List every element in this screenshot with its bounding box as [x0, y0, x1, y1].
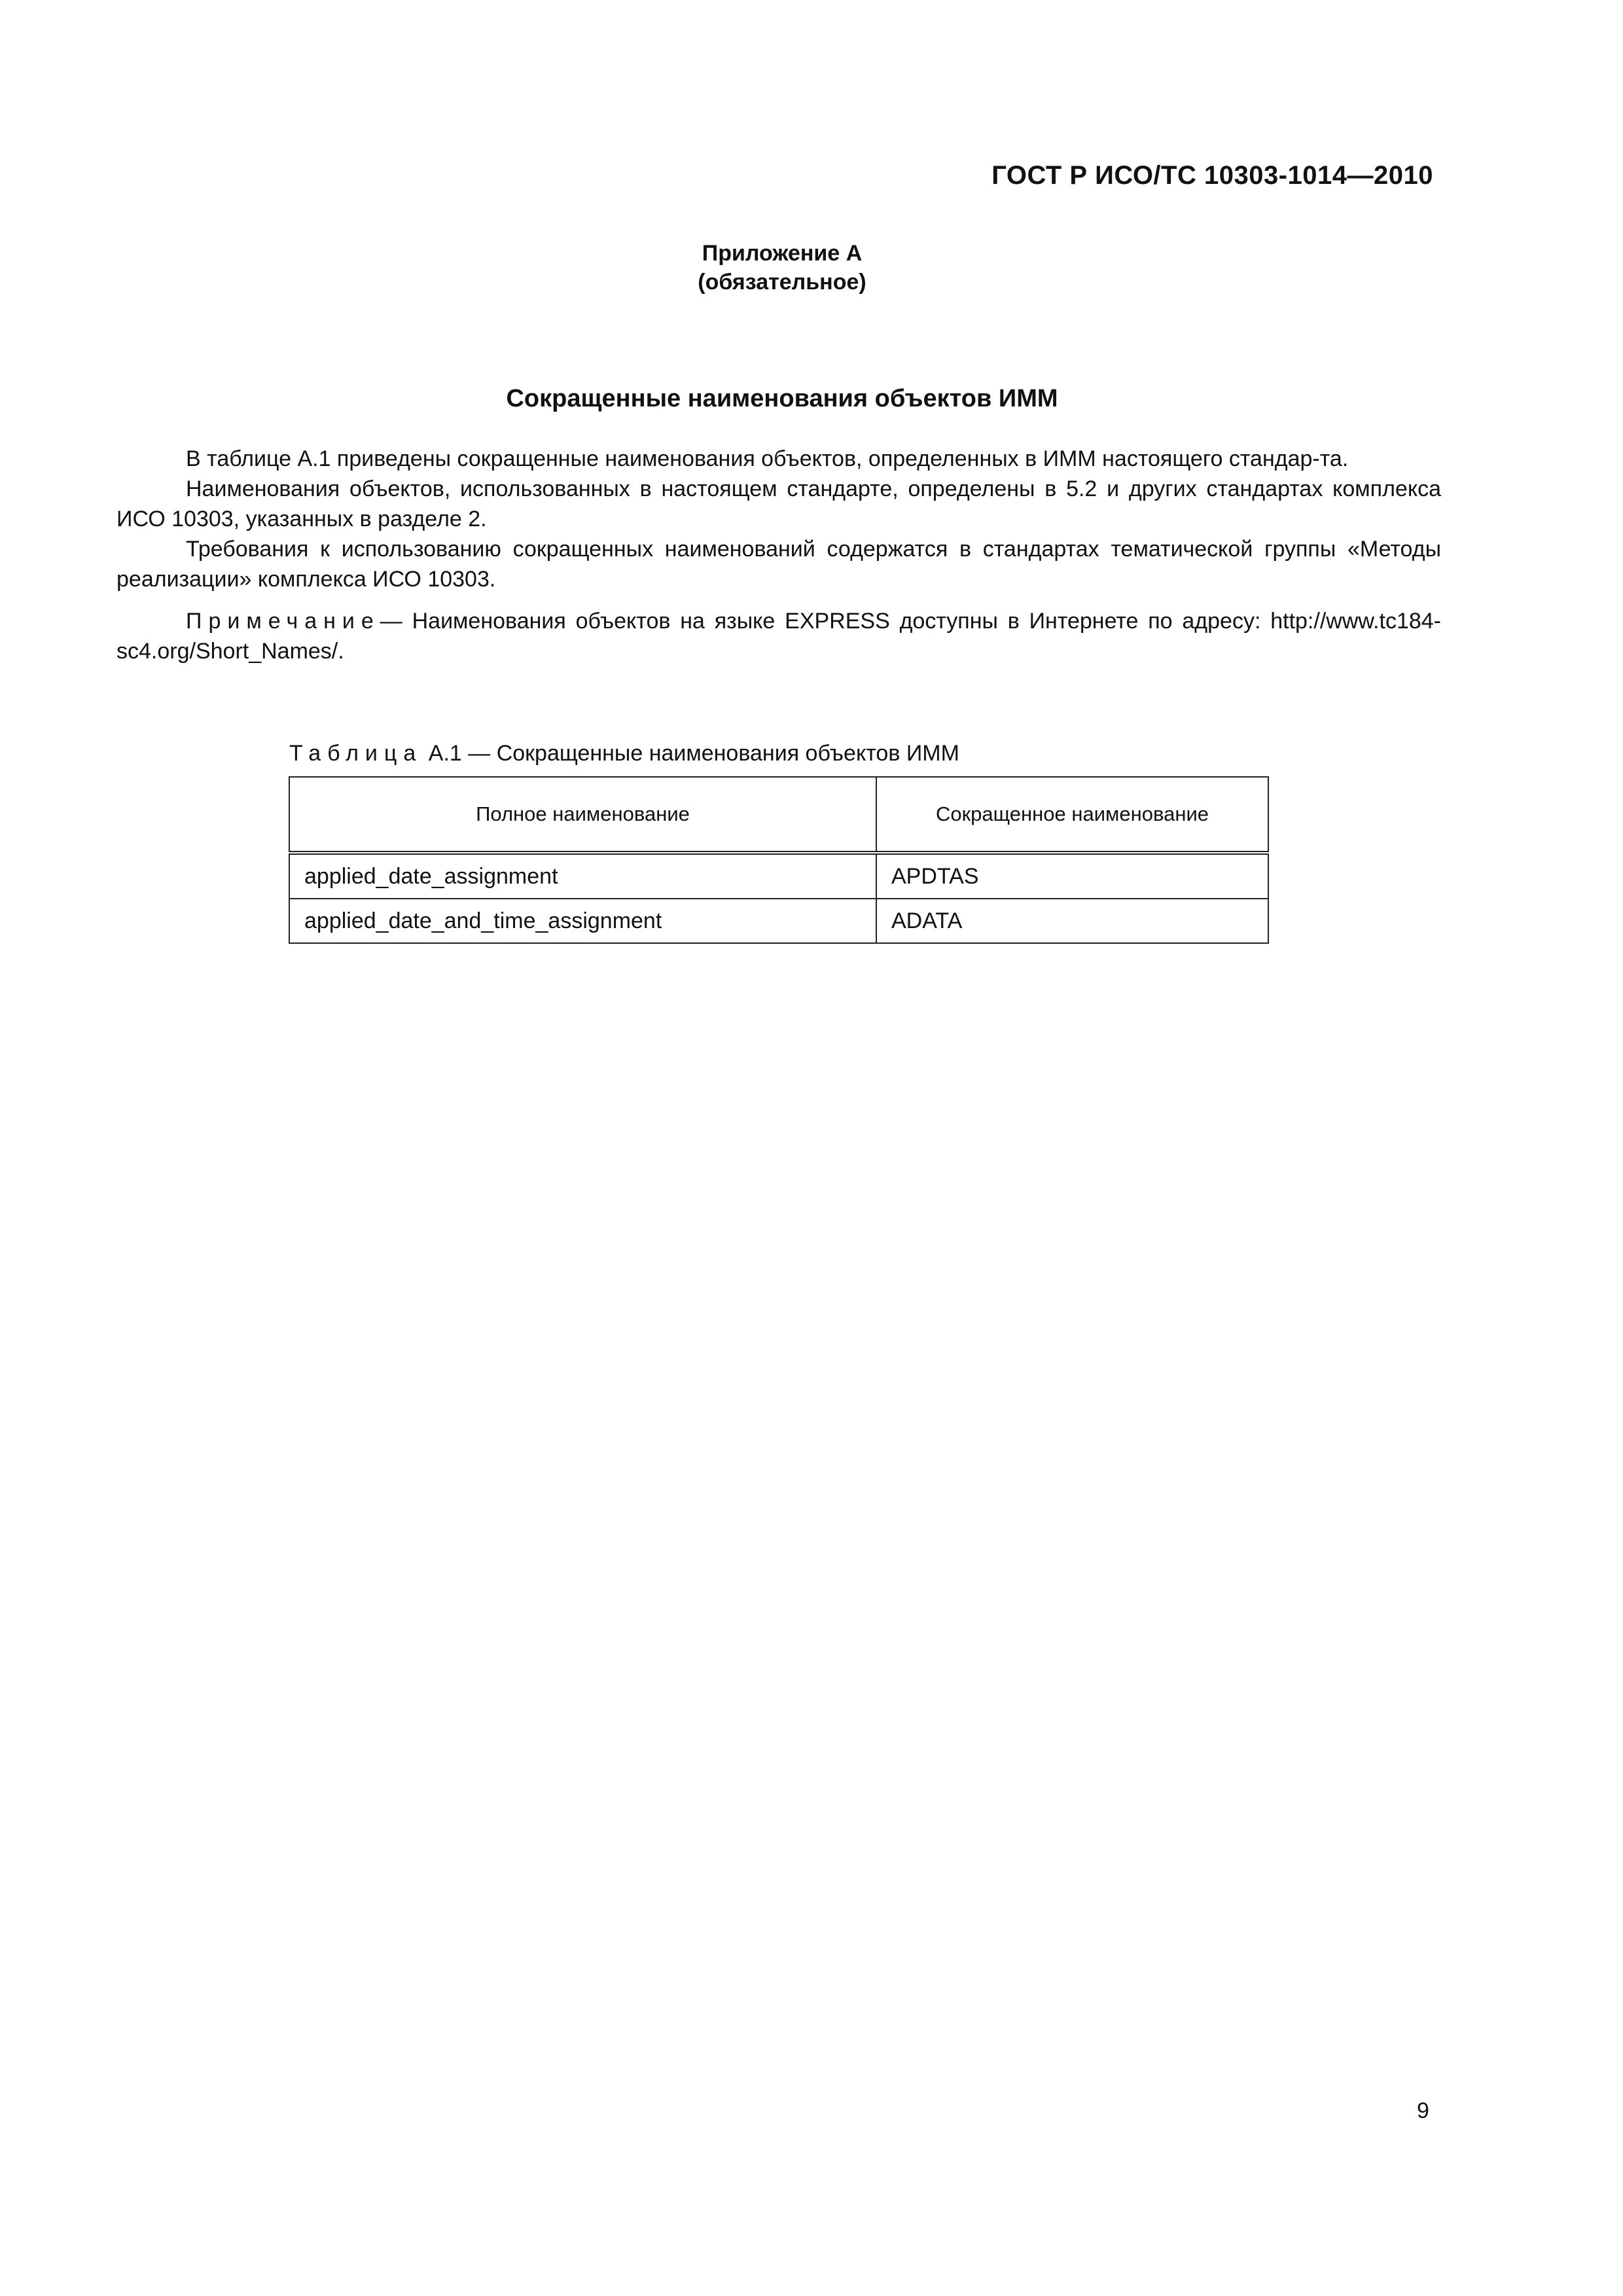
- appendix-heading: [0, 239, 1564, 296]
- table-row: [289, 899, 1268, 943]
- table-caption-text: А.1 — Сокращенные наименования объектов ИММ: [428, 741, 959, 766]
- body-text: [116, 444, 1441, 666]
- note-text: — Наименования объектов на языке EXPRESS доступны в Интернете по адресу: http://www.tc184-sc4.org/Short_Names/.: [116, 609, 1441, 664]
- table-caption-label: Таблица: [289, 741, 423, 766]
- column-header-full-name: Полное наименование: [289, 777, 876, 853]
- paragraph: В таблице А.1 приведены сокращенные наименования объектов, определенных в ИММ настоящего стандар-та.: [186, 446, 1349, 471]
- appendix-title: Приложение А: [702, 241, 863, 266]
- table-header-row: [289, 777, 1268, 853]
- table-cell-short-name: APDTAS: [876, 853, 1268, 899]
- paragraph: Требования к использованию сокращенных наименований содержатся в стандартах тематической группы «Методы реализации» комплекса ИСО 10303.: [116, 537, 1441, 592]
- page-number: 9: [1417, 2098, 1429, 2123]
- table-cell-short-name: ADATA: [876, 899, 1268, 943]
- table-caption: [289, 741, 959, 766]
- table-row: [289, 853, 1268, 899]
- column-header-short-name: Сокращенное наименование: [876, 777, 1268, 853]
- paragraph: Наименования объектов, использованных в настоящем стандарте, определены в 5.2 и других стандартах комплекса ИСО 10303, указанных в разделе 2.: [116, 476, 1441, 531]
- table-cell-full-name: applied_date_assignment: [289, 853, 876, 899]
- section-title: Сокращенные наименования объектов ИММ: [506, 385, 1058, 412]
- note-paragraph: [116, 606, 1441, 666]
- appendix-status: (обязательное): [698, 270, 866, 295]
- note-label: Примечание: [186, 609, 380, 634]
- table-cell-full-name: applied_date_and_time_assignment: [289, 899, 876, 943]
- document-standard-code: ГОСТ Р ИСО/ТС 10303-1014—2010: [991, 161, 1433, 190]
- short-names-table: [289, 776, 1268, 944]
